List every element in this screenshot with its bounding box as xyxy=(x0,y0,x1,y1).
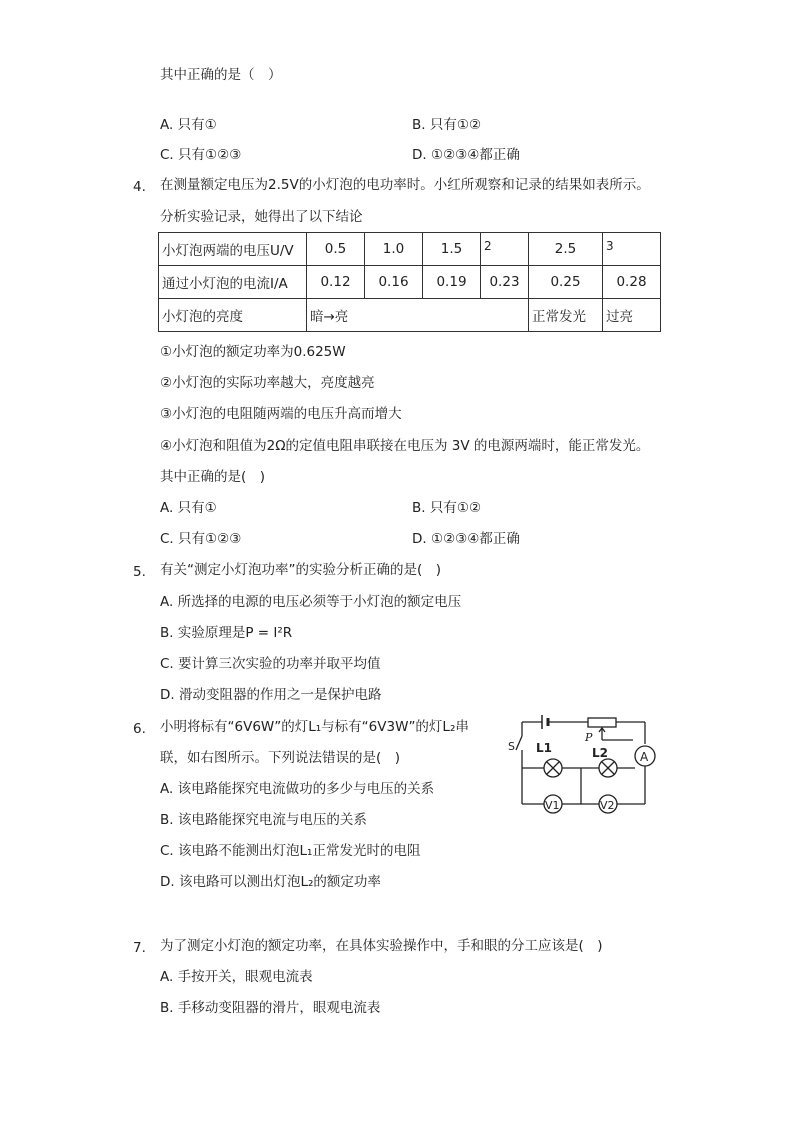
q6-option-a[interactable]: A. 该电路能探究电流做功的多少与电压的关系 xyxy=(160,781,435,797)
q3-option-a[interactable]: A. 只有① xyxy=(160,117,217,133)
current-cell: 0.12 xyxy=(307,266,365,299)
q4-option-d[interactable]: D. ①②③④都正确 xyxy=(412,531,520,547)
q6-number: 6. xyxy=(133,721,146,737)
q7-stem: 为了测定小灯泡的额定功率，在具体实验操作中，手和眼的分工应该是( ) xyxy=(160,938,603,954)
voltage-cell: 1.5 xyxy=(423,233,481,266)
circuit-diagram xyxy=(508,712,658,816)
current-cell: 0.23 xyxy=(481,266,529,299)
voltmeter2-label: V2 xyxy=(600,799,615,812)
q5-option-b[interactable]: B. 实验原理是P = I²R xyxy=(160,625,293,641)
q5-number: 5. xyxy=(133,564,146,580)
q3-option-c[interactable]: C. 只有①②③ xyxy=(160,147,242,163)
q7-number: 7. xyxy=(133,940,146,956)
current-cell: 0.25 xyxy=(529,266,603,299)
rheostat xyxy=(588,718,616,727)
q4-data-table xyxy=(158,232,661,332)
q4-stem-tail: 其中正确的是( ) xyxy=(160,469,266,485)
current-cell: 0.28 xyxy=(603,266,661,299)
voltage-cell: 3 xyxy=(603,233,661,266)
table-row-voltage xyxy=(159,233,661,266)
q7-option-b[interactable]: B. 手移动变阻器的滑片，眼观电流表 xyxy=(160,1000,381,1016)
q5-stem: 有关“测定小灯泡功率”的实验分析正确的是( ) xyxy=(160,562,442,578)
q4-statement-4: ④小灯泡和阻值为2Ω的定值电阻串联接在电压为 3V 的电源两端时，能正常发光。 xyxy=(160,438,650,454)
voltage-label: 小灯泡两端的电压U/V xyxy=(159,233,307,266)
q4-option-b[interactable]: B. 只有①② xyxy=(412,500,482,516)
q5-option-d[interactable]: D. 滑动变阻器的作用之一是保护电路 xyxy=(160,687,382,703)
q5-option-c[interactable]: C. 要计算三次实验的功率并取平均值 xyxy=(160,656,381,672)
q6-option-d[interactable]: D. 该电路可以测出灯泡L₂的额定功率 xyxy=(160,874,381,890)
q5-option-a[interactable]: A. 所选择的电源的电压必须等于小灯泡的额定电压 xyxy=(160,594,462,610)
current-label: 通过小灯泡的电流I/A xyxy=(159,266,307,299)
current-cell: 0.16 xyxy=(365,266,423,299)
q3-option-d[interactable]: D. ①②③④都正确 xyxy=(412,147,520,163)
table-row-current xyxy=(159,266,661,299)
q4-stem-line2: 分析实验记录，她得出了以下结论 xyxy=(160,209,363,225)
voltmeter1-label: V1 xyxy=(545,799,560,812)
q7-option-a[interactable]: A. 手按开关，眼观电流表 xyxy=(160,969,313,985)
q6-stem-line1: 小明将标有“6V6W”的灯L₁与标有“6V3W”的灯L₂串 xyxy=(160,719,469,735)
slider-label: P xyxy=(585,731,593,744)
brightness-cell: 正常发光 xyxy=(529,299,603,332)
brightness-label: 小灯泡的亮度 xyxy=(159,299,307,332)
q3-stem-tail: 其中正确的是（ ） xyxy=(160,67,282,83)
q4-number: 4. xyxy=(133,179,146,195)
switch-label: S xyxy=(508,740,515,753)
lamp2-label: L2 xyxy=(592,746,608,760)
q3-option-b[interactable]: B. 只有①② xyxy=(412,117,482,133)
q4-statement-1: ①小灯泡的额定功率为0.625W xyxy=(160,344,346,360)
voltage-cell: 1.0 xyxy=(365,233,423,266)
brightness-cell: 过亮 xyxy=(603,299,661,332)
switch-blade xyxy=(516,736,522,750)
table-row-brightness xyxy=(159,299,661,332)
q4-stem-line1: 在测量额定电压为2.5V的小灯泡的电功率时。小红所观察和记录的结果如表所示。 xyxy=(160,177,650,193)
q6-stem-line2: 联，如右图所示。下列说法错误的是( ) xyxy=(160,750,401,766)
q4-statement-2: ②小灯泡的实际功率越大，亮度越亮 xyxy=(160,375,375,391)
voltage-cell: 2 xyxy=(481,233,529,266)
voltage-cell: 2.5 xyxy=(529,233,603,266)
brightness-cell: 暗→亮 xyxy=(307,299,529,332)
ammeter-label: A xyxy=(640,750,649,764)
q4-statement-3: ③小灯泡的电阻随两端的电压升高而增大 xyxy=(160,406,402,422)
q6-option-c[interactable]: C. 该电路不能测出灯泡L₁正常发光时的电阻 xyxy=(160,843,421,859)
q4-option-c[interactable]: C. 只有①②③ xyxy=(160,531,242,547)
voltage-cell: 0.5 xyxy=(307,233,365,266)
q6-option-b[interactable]: B. 该电路能探究电流与电压的关系 xyxy=(160,812,367,828)
lamp1-label: L1 xyxy=(536,741,552,755)
current-cell: 0.19 xyxy=(423,266,481,299)
q4-option-a[interactable]: A. 只有① xyxy=(160,500,217,516)
